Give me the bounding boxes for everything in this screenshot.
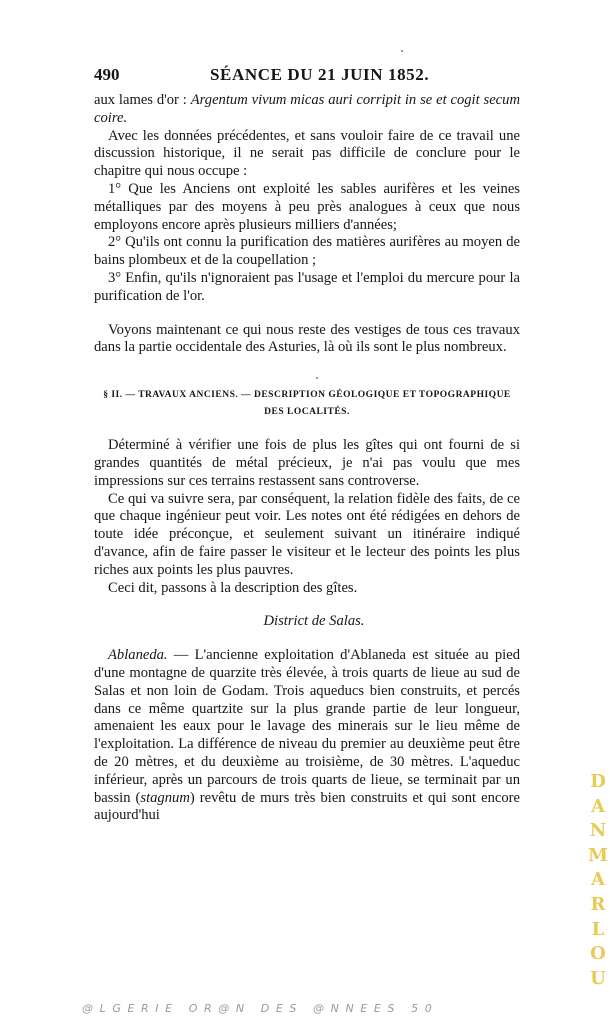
running-title: SÉANCE DU 21 JUIN 1852. — [210, 65, 430, 84]
paragraph: Ceci dit, passons à la description des gîtes. — [108, 579, 358, 596]
document-page — [94, 66, 520, 825]
running-header — [94, 66, 520, 92]
place-name: Ablaneda. — [108, 647, 168, 664]
latin-term: stagnum — [140, 789, 190, 806]
paragraph: Déterminé à vérifier une fois de plus les gîtes qui ont fourni de si grandes quantités de métal précieux, je n'ai pas voulu que mes impressions sur ces terrains restassent sans controverse. — [94, 437, 520, 489]
paragraph: Avec les données précédentes, et sans vouloir faire de ce travail une discussion historique, il ne serait pas difficile de conclure pour le chapitre qui nous occupe : — [94, 127, 520, 180]
page-number: 490 — [94, 65, 120, 84]
section-heading — [94, 387, 520, 421]
intro-paragraph — [94, 92, 520, 128]
section-heading-line2: DES LOCALITÉS. — [264, 407, 350, 418]
footer-watermark: @LGERIE OR@N DES @NNEES 50 — [82, 1002, 439, 1015]
latin-quote: Argentum vivum micas auri corripit in se et cogit secum coire. — [94, 92, 520, 126]
side-watermark: D A N M A R L O U — [588, 771, 608, 989]
paragraph: 1° Que les Anciens ont exploité les sables aurifères et les veines métalliques par des moyens à peu près analogues à ceux que nous employons encore après plusieurs milliers d'années; — [94, 180, 520, 233]
speck — [401, 50, 403, 52]
paragraph: 2° Qu'ils ont connu la purification des matières aurifères au moyen de bains plombeux et de la coupellation ; — [94, 234, 520, 269]
paragraph: Ce qui va suivre sera, par conséquent, la relation fidèle des faits, de ce que chaque ingénieur peut voir. Les notes ont été rédigées en dehors de toute idée préconçue, et seulement suivant un itinéraire indiqué d'avance, afin de faire passer le visiteur et le lecteur des points les plus riches aux points les plus pauvres. — [94, 490, 520, 578]
intro-lead: aux lames d'or : — [94, 92, 187, 108]
paragraph: 3° Enfin, qu'ils n'ignoraient pas l'usage et l'emploi du mercure pour la purification de l'or. — [94, 269, 520, 304]
paragraph: Voyons maintenant ce qui nous reste des vestiges de tous ces travaux dans la partie occidentale des Asturies, là où ils sont le plus nombreux. — [94, 321, 520, 356]
section-heading-line1: § II. — TRAVAUX ANCIENS. — DESCRIPTION GÉOLOGIQUE ET TOPOGRAPHIQUE — [103, 390, 511, 401]
district-paragraph: Ablaneda. — L'ancienne exploitation d'Ablaneda est située au pied d'une montagne de quarzite très élevée, à trois quarts de lieue au sud de Salas et non loin de Godam. Trois aqueducs bien construits, et percés dans ce même quartzite sur la plus grande partie de leur longueur, amenaient les eaux pour le lavage des minerais sur le lieu même de l'exploitation. La différence de niveau du premier au deuxième peut être de 20 mètres, et du deuxième au troisième, de 30 mètres. L'aqueduc inférieur, après un parcours de trois quarts de lieue, se terminait par un bassin (stagnum) revêtu de murs très bien construits et qui sont encore aujourd'hui — [94, 647, 520, 824]
district-title: District de Salas. — [263, 613, 365, 630]
